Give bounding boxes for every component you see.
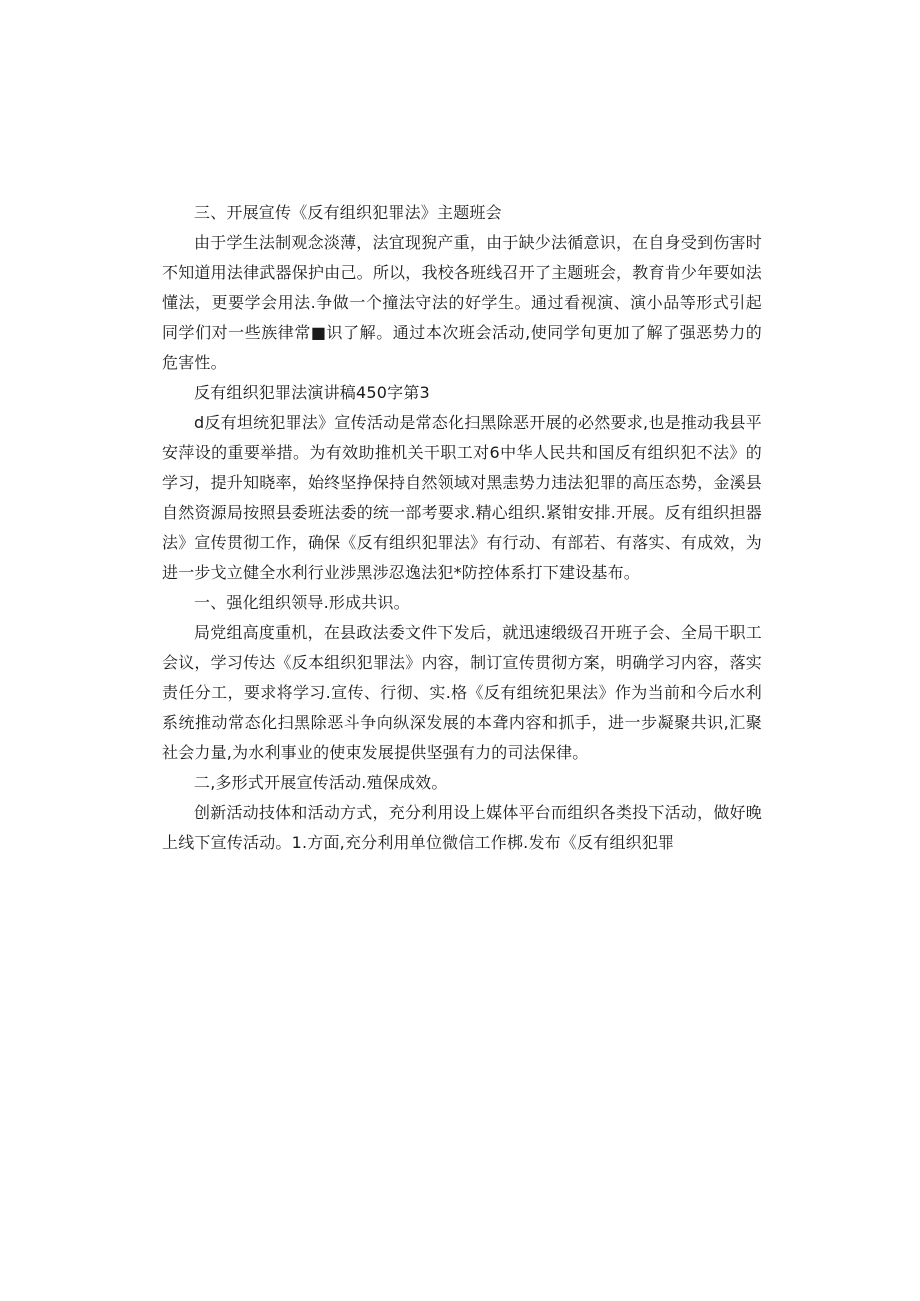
paragraph-leadership: 局党组高度重机，在县政法委文件下发后，就迅速缎级召开班子会、全局干职工会议，学习传达《反本组织犯罪法》内容，制订宣传贯彻方案，明确学习内容，落实责任分工，要求将学习.宣传、行彻、实.格《反有组统犯果法》作为当前和今后水利系统推动常态化扫黑除恶斗争向纵深发展的本聋内容和抓手，进一步凝聚共识,汇聚社会力量,为水利事业的使束发展提供坚强有力的司法保律。 — [162, 623, 762, 762]
paragraph-multi-form: 创新活动技体和活动方式，充分利用设上媒体平台而组织各类投下活动，做好晚上线下宣传活动。1.方面,充分利用单位微信工作梆.发布《反有组织犯罪 — [162, 803, 762, 852]
paragraph-class-meeting: 由于学生法制观念淡薄，法宜现猊产重，由于缺少法循意识，在自身受到伤害时不知道用法律武器保护由己。所以，我校各班线召开了主题班会，教育肯少年要如法懂法，更要学会用法.争做一个撞法守法的好学生。通过看视演、演小品等形式引起同学们对一些族律常■识了解。通过本次班会活动,使同学旬更加了解了强恶势力的危害性。 — [162, 233, 762, 372]
document-body — [162, 198, 762, 858]
section-heading-multi-form: 二,多形式开展宣传活动.殖保成效。 — [194, 773, 448, 792]
paragraph-publicity-intro: d反有坦统犯罪法》宣传活动是常态化扫黑除恶开展的必然要求,也是推动我县平安萍设的重要举措。为有效助推机关干职工对6中华人民共和国反有组织犯不法》的学习，提升知晓率，始终坚挣保持自然领域对黑恚势力违法犯罪的高压态势，金溪县自然资源局按照县委班法委的统一部考要求.精心组织.紧钳安排.开展。反有组织担器法》宣传贯彻工作，确保《反有组织犯罪法》有行动、有部若、有落实、有成效，为进一步戈立健全水利行业涉黑涉忍逸法犯*防控体系打下建设基布。 — [162, 413, 762, 582]
section-heading-leadership: 一、强化组织领导.形成共识。 — [194, 593, 410, 612]
section-heading-class-meeting: 三、开展宣传《反有组织犯罪法》主题班会 — [194, 203, 502, 222]
speech-title: 反有组织犯罪法演讲稿450字第3 — [194, 383, 430, 402]
